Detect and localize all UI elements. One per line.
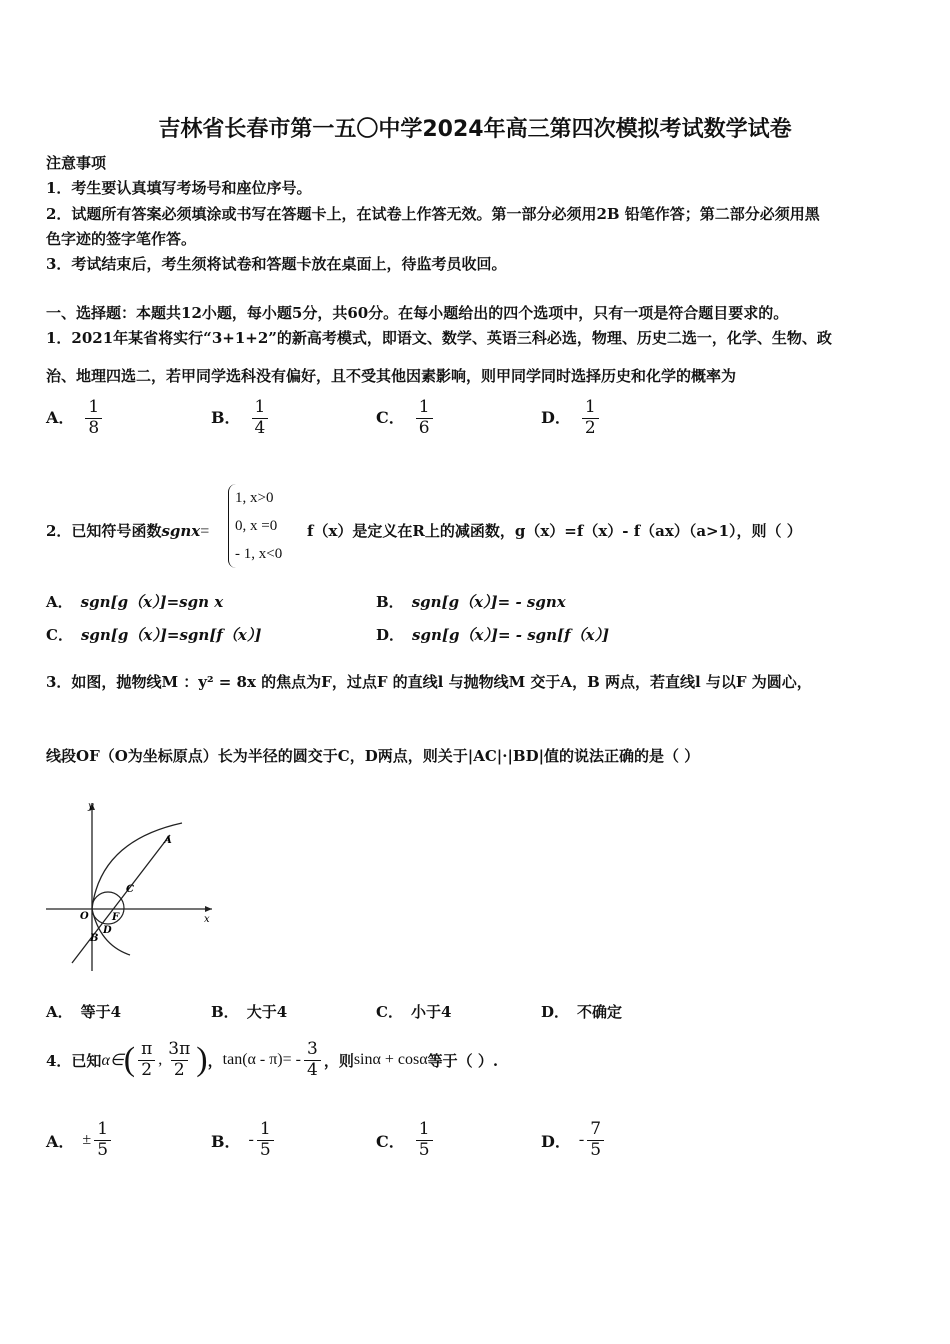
q2-case-1: 1, x>0 (235, 490, 274, 506)
frac-den: 4 (252, 418, 269, 439)
q4-comma: , (158, 1051, 163, 1068)
frac-den: 5 (416, 1140, 433, 1161)
option-sign: - (578, 1131, 585, 1149)
option-label: B． (211, 1131, 241, 1151)
q2-case-3: - 1, x<0 (235, 546, 283, 562)
q1-option-d[interactable] (541, 398, 602, 438)
frac-num: 1 (584, 397, 596, 417)
q1-line-2: 治、地理四选二，若甲同学选科没有偏好，且不受其他因素影响，则甲同学同时选择历史和化学的概率为 (46, 367, 737, 385)
q3-option-b[interactable] (211, 1001, 287, 1022)
x-axis-arrow (205, 906, 212, 912)
notice-item-2a: 2．试题所有答案必须填涂或书写在答题卡上，在试卷上作答无效。第一部分必须用2B 铅笔作答；第二部分必须用黑 (46, 205, 820, 223)
q4-paren-close: ) (196, 1041, 208, 1078)
q4-then: ，则 (323, 1051, 354, 1070)
frac-num: 1 (259, 1119, 271, 1139)
option-label: B． (376, 593, 404, 611)
q2-option-d[interactable] (376, 624, 609, 645)
option-text: sgn[g（x）]= - sgn[f（x）] (412, 626, 610, 644)
page-title: 吉林省长春市第一五〇中学2024年高三第四次模拟考试数学试卷 (158, 117, 792, 142)
circle (92, 892, 124, 924)
notice-heading: 注意事项 (46, 154, 107, 172)
option-label: C． (376, 407, 405, 427)
line-l (72, 835, 170, 963)
frac-num: 7 (590, 1119, 602, 1139)
q4-sep: ， (207, 1051, 223, 1070)
option-text: 等于4 (80, 1003, 122, 1021)
frac-den: 5 (94, 1140, 111, 1161)
option-label: C． (376, 1131, 405, 1151)
q3-line-2: 线段OF（O为坐标原点）长为半径的圆交于C，D两点，则关于|AC|·|BD|值的说法正确的是（ ） (46, 747, 700, 765)
q2-option-c[interactable] (46, 624, 261, 645)
q3-option-a[interactable] (46, 1001, 121, 1022)
option-label: D． (376, 626, 405, 644)
option-text: sgn[g（x）]= - sgnx (411, 593, 566, 611)
q2-eq: = (200, 523, 210, 540)
frac-num: π (141, 1038, 153, 1059)
q2-text: f（x）是定义在R上的减函数，g（x）=f（x）- f（ax）（a>1），则（ ） (307, 522, 802, 540)
q4-option-c[interactable] (376, 1120, 436, 1160)
frac-num: 1 (418, 1119, 430, 1139)
frac-den: 2 (171, 1060, 188, 1081)
option-text: 小于4 (410, 1003, 452, 1021)
q3-figure (42, 795, 217, 975)
q4-alpha-in: α∈ (101, 1052, 124, 1069)
option-text: 不确定 (577, 1003, 623, 1021)
option-label: C． (376, 1003, 403, 1021)
frac-den: 5 (257, 1140, 274, 1161)
frac-num: 1 (254, 397, 266, 417)
frac-den: 2 (582, 418, 599, 439)
frac-num: 1 (418, 397, 430, 417)
label-o: O (80, 911, 89, 922)
label-f: F (112, 912, 120, 923)
q4-tan: tan(α - π)= - (222, 1051, 301, 1068)
option-label: A． (46, 1003, 73, 1021)
q4-option-a[interactable] (46, 1120, 114, 1160)
frac-den: 2 (138, 1060, 155, 1081)
option-label: A． (46, 1131, 75, 1151)
q1-option-b[interactable] (211, 398, 271, 438)
option-label: B． (211, 407, 241, 427)
label-a: A (164, 835, 172, 846)
label-b: B (90, 933, 99, 944)
frac-den: 5 (587, 1140, 604, 1161)
option-label: C． (46, 626, 73, 644)
option-sign: ± (82, 1131, 92, 1149)
label-c: C (126, 884, 134, 895)
frac-num: 1 (88, 397, 100, 417)
label-x: x (204, 914, 210, 925)
frac-num: 3 (306, 1038, 318, 1059)
q3-option-c[interactable] (376, 1001, 451, 1022)
q2-prefix (46, 520, 209, 541)
q4-expr: sinα + cosα (353, 1051, 428, 1068)
q4-option-b[interactable] (211, 1120, 277, 1160)
q2-case-2: 0, x =0 (235, 518, 278, 534)
option-sign: - (248, 1131, 254, 1149)
notice-item-2b: 色字迹的签字笔作答。 (46, 230, 197, 248)
q2-option-b[interactable] (376, 591, 566, 612)
option-text: 大于4 (246, 1003, 288, 1021)
frac-num: 1 (97, 1119, 109, 1139)
q4-prefix: 4．已知 (46, 1051, 102, 1070)
q2-prefix-text: 2．已知符号函数 (46, 522, 162, 540)
q1-option-a[interactable] (46, 398, 105, 438)
frac-den: 8 (85, 418, 102, 439)
label-d: D (103, 925, 112, 936)
q4-option-d[interactable] (541, 1120, 607, 1160)
option-label: D． (541, 407, 571, 427)
frac-den: 6 (416, 418, 433, 439)
option-label: D． (541, 1131, 571, 1151)
q2-piecewise (228, 484, 282, 568)
section-heading: 一、选择题：本题共12小题，每小题5分，共60分。在每小题给出的四个选项中，只有一项是符合题目要求的。 (46, 304, 789, 322)
option-text: sgn[g（x）]=sgn[f（x）] (80, 626, 262, 644)
q4-suffix: 等于（ ）. (427, 1051, 499, 1070)
q1-option-c[interactable] (376, 398, 436, 438)
q3-option-d[interactable] (541, 1001, 622, 1022)
frac-num: 3π (168, 1038, 191, 1059)
q4-paren-open: ( (123, 1041, 136, 1078)
q3-line-1: 3．如图，抛物线M ：y² = 8x 的焦点为F，过点F 的直线l 与抛物线M 交于A，B 两点，若直线l 与以F 为圆心， (46, 673, 812, 691)
label-y: y (88, 801, 94, 812)
q4-stem (46, 1038, 498, 1082)
option-label: A． (46, 407, 75, 427)
option-text: sgn[g（x）]=sgn x (80, 593, 224, 611)
q1-line-1: 1．2021年某省将实行“3+1+2”的新高考模式，即语文、数学、英语三科必选，物理、历史二选一，化学、生物、政 (46, 329, 832, 347)
frac-den: 4 (304, 1060, 321, 1081)
q2-option-a[interactable] (46, 591, 223, 612)
notice-item-1: 1．考生要认真填写考场号和座位序号。 (46, 179, 312, 197)
notice-item-3: 3．考试结束后，考生须将试卷和答题卡放在桌面上，待监考员收回。 (46, 255, 507, 273)
option-label: D． (541, 1003, 570, 1021)
option-label: B． (211, 1003, 239, 1021)
option-label: A． (46, 593, 73, 611)
q2-func: sgnx (161, 522, 201, 540)
